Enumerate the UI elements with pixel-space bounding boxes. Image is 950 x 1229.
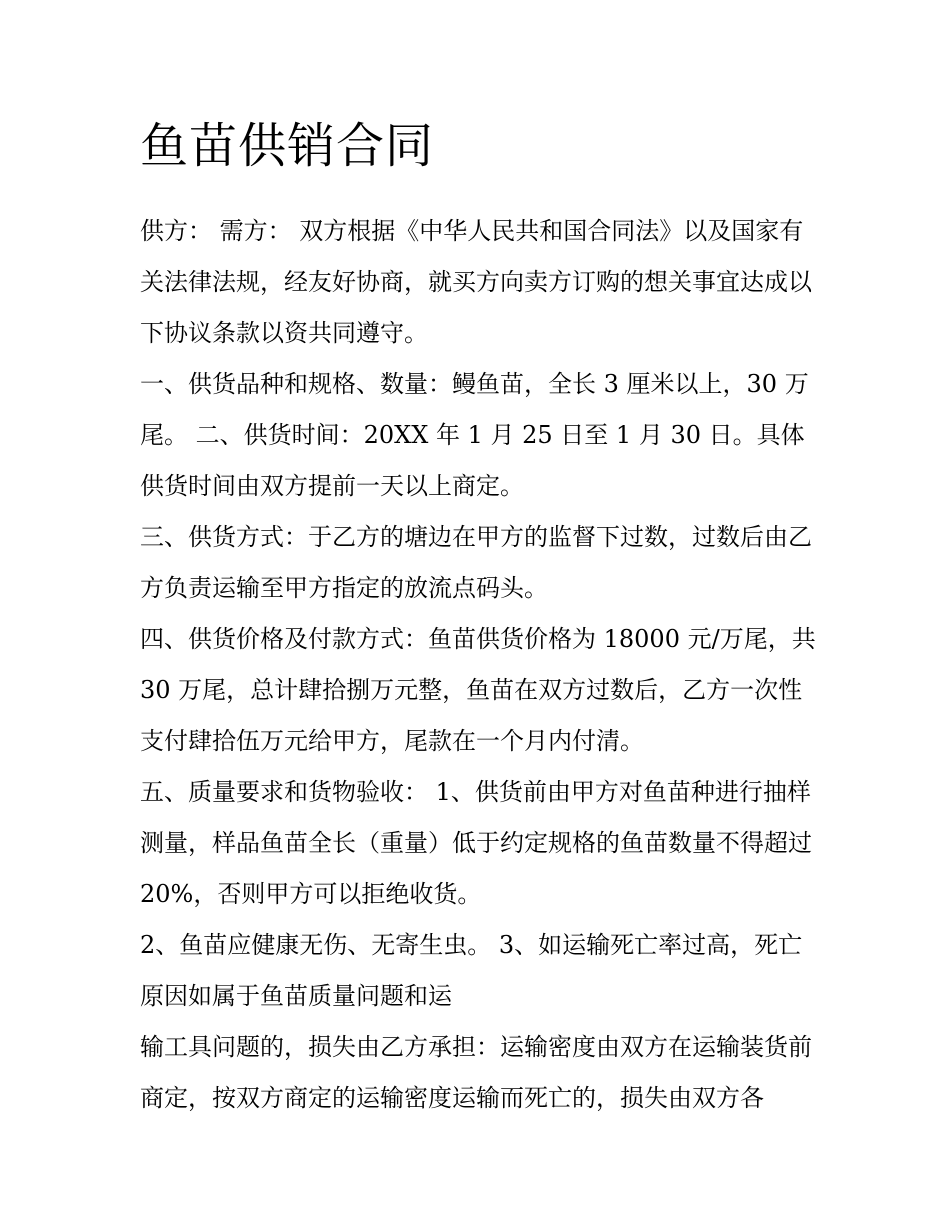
paragraph-product-and-time: 一、供货品种和规格、数量：鳗鱼苗，全长 3 厘米以上，30 万尾。 二、供货时间：20XX 年 1 月 25 日至 1 月 30 日。具体供货时间由双方提前一天以上商定。 bbox=[140, 370, 809, 500]
document-title: 鱼苗供销合同 bbox=[140, 118, 435, 174]
paragraph-health-transport: 2、鱼苗应健康无伤、无寄生虫。 3、如运输死亡率过高，死亡原因如属于鱼苗质量问题和运 bbox=[140, 931, 803, 1010]
paragraph-price-payment: 四、供货价格及付款方式：鱼苗供货价格为 18000 元/万尾，共 30 万尾，总计肆拾捌万元整，鱼苗在双方过数后，乙方一次性支付肆拾伍万元给甲方，尾款在一个月内付清。 bbox=[140, 625, 816, 755]
paragraph-quality-acceptance: 五、质量要求和货物验收： 1、供货前由甲方对鱼苗种进行抽样测量，样品鱼苗全长（重量）低于约定规格的鱼苗数量不得超过 20%，否则甲方可以拒绝收货。 bbox=[140, 778, 812, 908]
paragraph-transport-loss: 输工具问题的，损失由乙方承担：运输密度由双方在运输装货前商定，按双方商定的运输密度运输而死亡的，损失由双方各 bbox=[140, 1033, 812, 1112]
contract-page bbox=[140, 112, 820, 1124]
paragraph-supply-method: 三、供货方式：于乙方的塘边在甲方的监督下过数，过数后由乙方负责运输至甲方指定的放流点码头。 bbox=[140, 523, 812, 602]
paragraph-parties: 供方： 需方： 双方根据《中华人民共和国合同法》以及国家有关法律法规，经友好协商，就买方向卖方订购的想关事宜达成以下协议条款以资共同遵守。 bbox=[140, 217, 812, 347]
